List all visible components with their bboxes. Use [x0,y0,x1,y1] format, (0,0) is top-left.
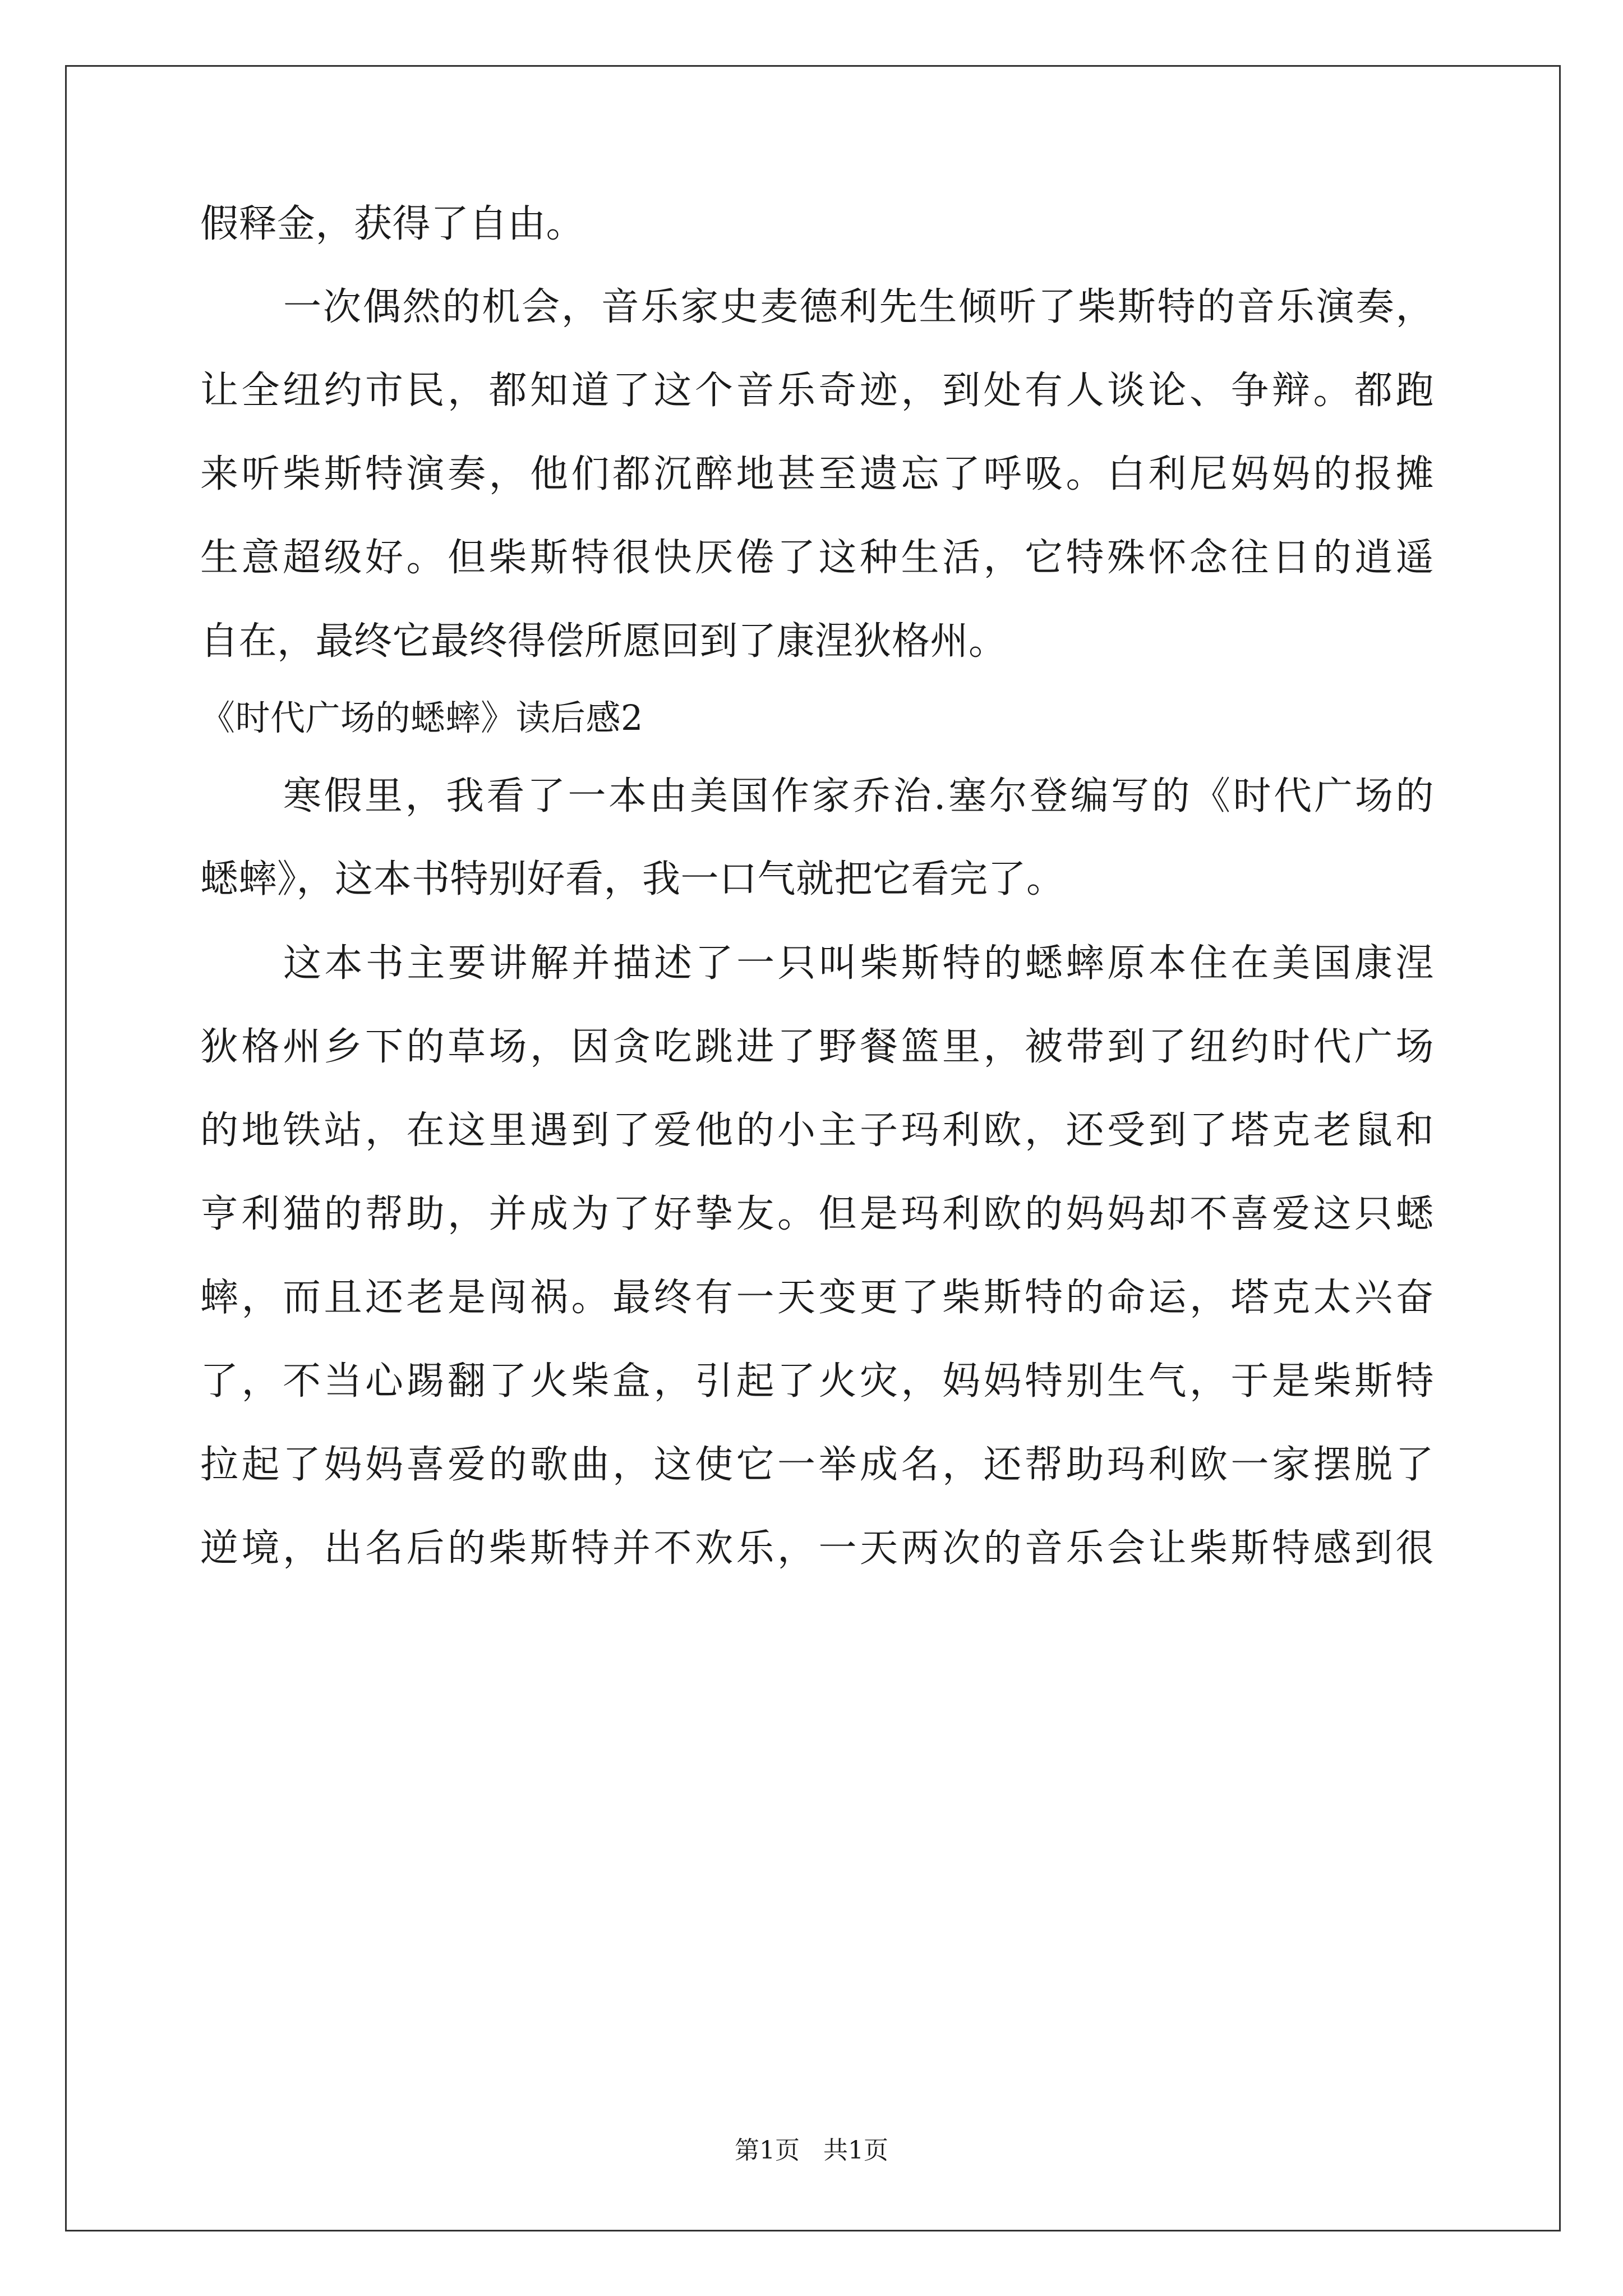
text-line: 来听柴斯特演奏，他们都沉醉地甚至遗忘了呼吸。白利尼妈妈的报摊 [200,452,1434,496]
text-line: 蟀，而且还老是闯祸。最终有一天变更了柴斯特的命运，塔克太兴奋 [200,1276,1434,1320]
page-number-footer: 第1页 共1页 [735,2136,888,2165]
text-line: 亨利猫的帮助，并成为了好挚友。但是玛利欧的妈妈却不喜爱这只蟋 [200,1192,1434,1236]
paragraph-first-line: 寒假里，我看了一本由美国作家乔治.塞尔登编写的《时代广场的 [283,774,1434,818]
paragraph-first-line: 这本书主要讲解并描述了一只叫柴斯特的蟋蟀原本住在美国康涅 [283,941,1434,986]
text-line: 假释金，获得了自由。 [200,202,585,246]
text-line: 自在，最终它最终得偿所愿回到了康涅狄格州。 [200,619,1007,664]
text-line: 了，不当心踢翻了火柴盒，引起了火灾，妈妈特别生气，于是柴斯特 [200,1359,1434,1404]
text-line: 的地铁站，在这里遇到了爱他的小主子玛利欧，还受到了塔克老鼠和 [200,1108,1434,1153]
text-line: 狄格州乡下的草场，因贪吃跳进了野餐篮里，被带到了纽约时代广场 [200,1025,1434,1069]
text-line: 拉起了妈妈喜爱的歌曲，这使它一举成名，还帮助玛利欧一家摆脱了 [200,1443,1434,1487]
section-heading: 《时代广场的蟋蟀》读后感2 [200,697,643,738]
text-line: 让全纽约市民，都知道了这个音乐奇迹，到处有人谈论、争辩。都跑 [200,369,1434,413]
text-line: 生意超级好。但柴斯特很快厌倦了这种生活，它特殊怀念往日的逍遥 [200,536,1434,580]
text-line: 蟋蟀》，这本书特别好看，我一口气就把它看完了。 [200,857,1065,901]
paragraph-first-line: 一次偶然的机会，音乐家史麦德利先生倾听了柴斯特的音乐演奏， [283,285,1434,329]
text-line: 逆境，出名后的柴斯特并不欢乐，一天两次的音乐会让柴斯特感到很 [200,1526,1434,1571]
